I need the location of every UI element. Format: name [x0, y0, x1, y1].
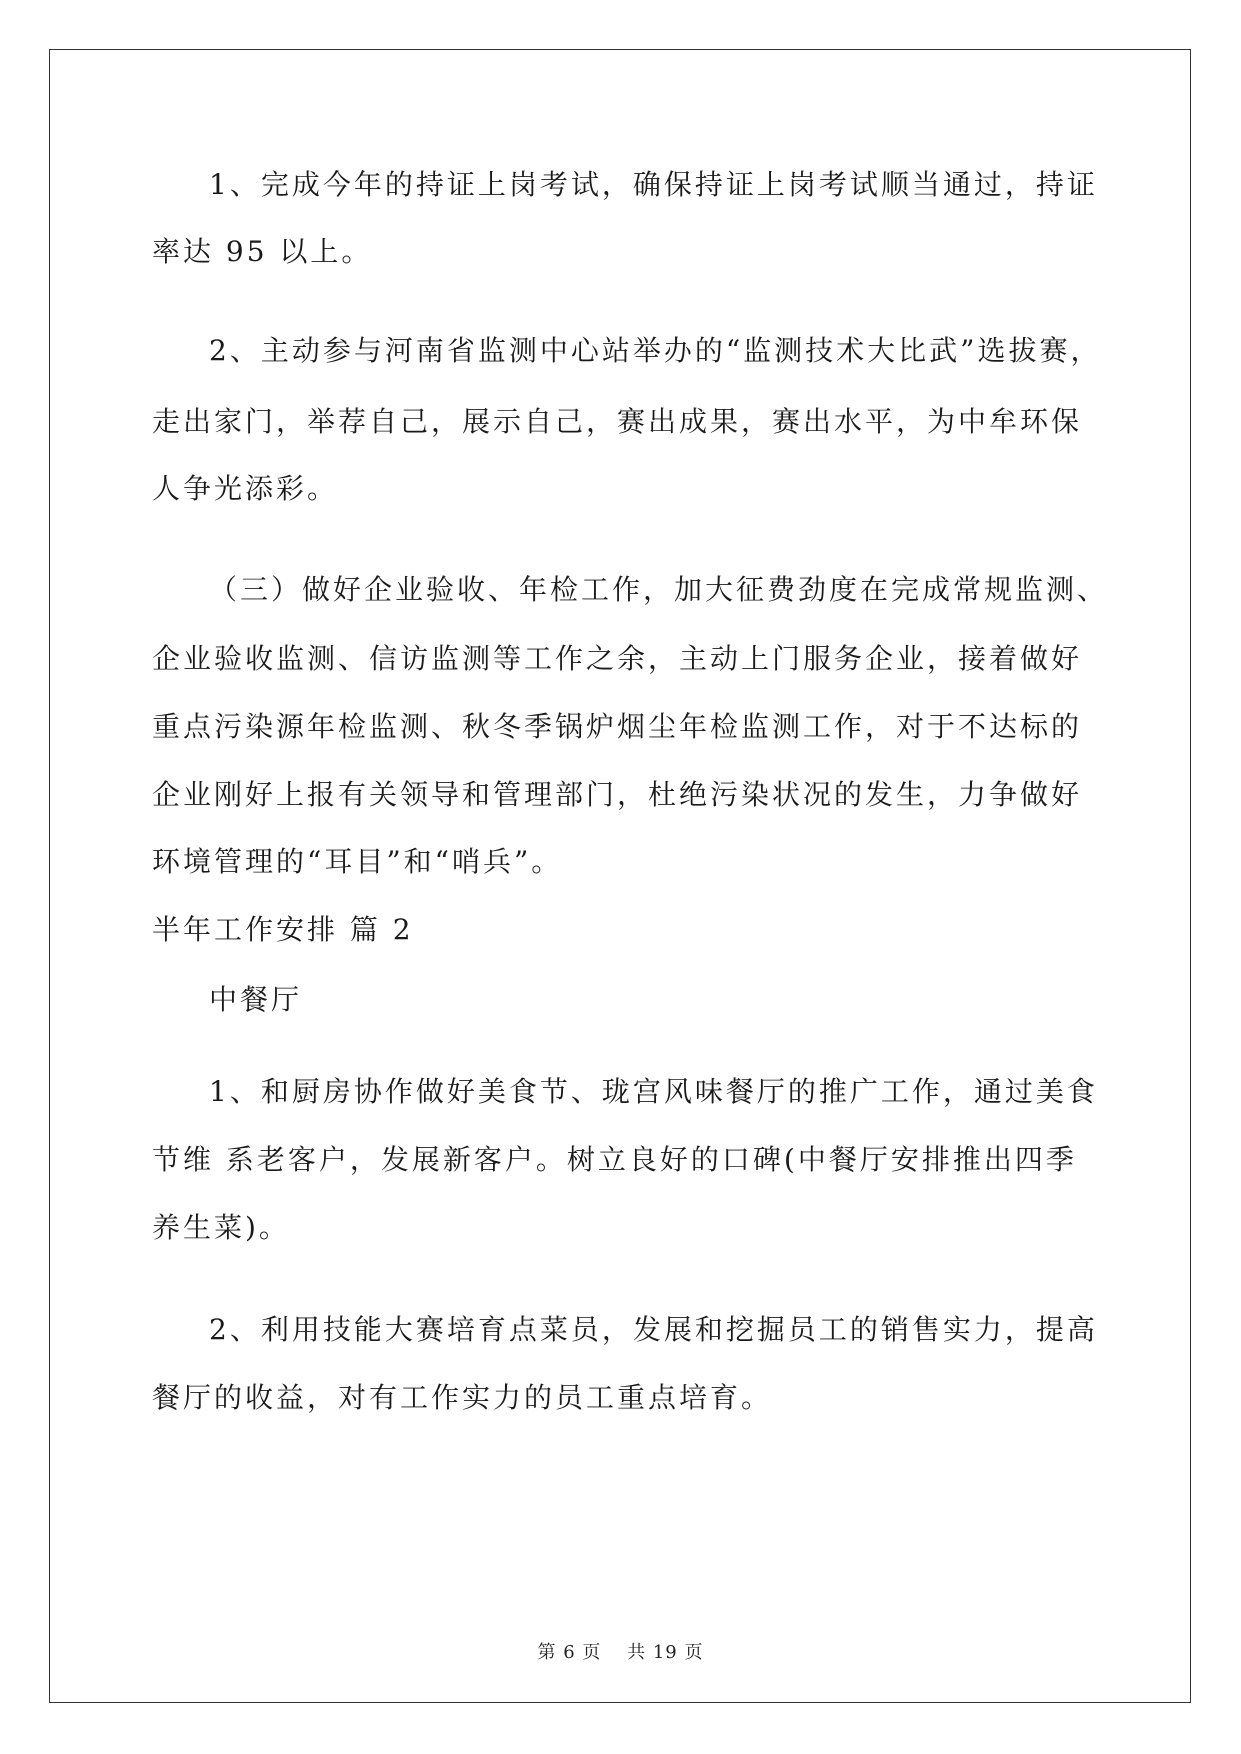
subsection-heading: 中餐厅: [209, 983, 303, 1016]
paragraph-line: 环境管理的“耳目”和“哨兵”。: [152, 845, 563, 878]
paragraph-line: 1、和厨房协作做好美食节、珑宫风味餐厅的推广工作，通过美食: [209, 1075, 1098, 1108]
paragraph-line: 2、利用技能大赛培育点菜员，发展和挖掘员工的销售实力，提高: [209, 1313, 1098, 1346]
paragraph-line: 2、主动参与河南省监测中心站举办的“监测技术大比武”选拔赛，: [209, 334, 1102, 367]
paragraph-line: （三）做好企业验收、年检工作，加大征费劲度在完成常规监测、: [209, 573, 1109, 606]
paragraph-line: 率达 95 以上。: [152, 235, 373, 268]
paragraph-line: 人争光添彩。: [152, 472, 339, 505]
paragraph-line: 重点污染源年检监测、秋冬季锅炉烟尘年检监测工作，对于不达标的: [152, 710, 1083, 743]
page-number-footer: 第 6 页 共 19 页: [537, 1642, 704, 1663]
paragraph-line: 走出家门，举荐自己，展示自己，赛出成果，赛出水平，为中牟环保: [152, 405, 1083, 438]
paragraph-line: 节维 系老客户，发展新客户。树立良好的口碑(中餐厅安排推出四季: [152, 1143, 1077, 1176]
paragraph-line: 餐厅的收益，对有工作实力的员工重点培育。: [152, 1381, 773, 1414]
paragraph-line: 养生菜)。: [152, 1211, 290, 1244]
paragraph-line: 企业刚好上报有关领导和管理部门，杜绝污染状况的发生，力争做好: [152, 778, 1083, 811]
paragraph-line: 企业验收监测、信访监测等工作之余，主动上门服务企业，接着做好: [152, 642, 1083, 675]
section-heading: 半年工作安排 篇 2: [152, 913, 414, 946]
paragraph-line: 1、完成今年的持证上岗考试，确保持证上岗考试顺当通过，持证: [209, 168, 1098, 201]
